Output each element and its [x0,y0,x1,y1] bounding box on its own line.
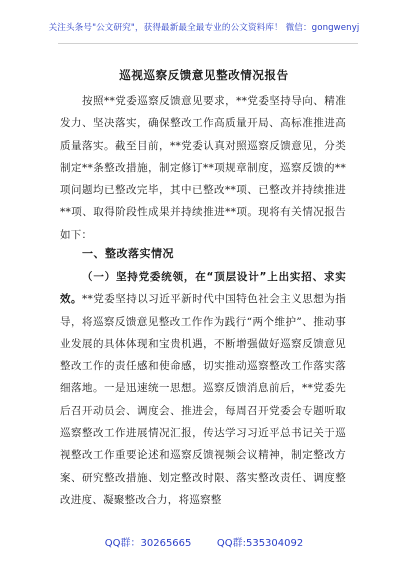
subsection-paragraph [60,266,346,511]
qq-group-number-2: 535304092 [245,538,304,549]
header-divider [58,43,358,44]
qq-group-label-1: QQ群： [104,538,141,549]
qq-group-label-2: QQ群: [216,538,246,549]
subsection-body: **党委坚持以习近平新时代中国特色社会主义思想为指导，将巡察反馈意见整改工作作为践行“两个维护”、推动事业发展的具体体现和宝贵机遇，不断增强做好巡察反馈意见整改工作的责任感和使命感，切实推动巡察整改工作落实落细落地。一是迅速统一思想。巡察反馈消息前后，**党委先后召开动员会、调度会、推进会，每周召开党委会专题听取巡察整改工作进展情况汇报，传达学习习近平总书记关于巡视整改工作重要论述和巡察反馈视频会议精神，制定整改方案、研究整改措施、划定整改时限、落实整改责任、调度整改进度、凝聚整改合力，将巡察整 [60,293,347,506]
document-title: 巡视巡察反馈意见整改情况报告 [119,68,289,82]
subsection-lead: （一）坚持党委统领，在“顶层设计”上出实招、求实效。 [60,271,346,306]
header-banner: 关注头条号"公文研究"，获得最新最全最专业的公文资料库！ 微信：gongwenyj [48,23,360,33]
footer-contact [0,537,408,551]
intro-paragraph: 按照**党委巡察反馈意见要求，**党委坚持导向、精准发力、坚决落实，确保整改工作高质量开局、高标准推进高质量落实。截至目前，**党委认真对照巡察反馈意见，分类制定**条整改措施，制定修订**项规章制度，巡察反馈的**项问题均已整改完毕，其中已整改**项、已整改并持续推进**项、取得阶段性成果并持续推进**项。现将有关情况报告如下： [60,95,346,241]
section-heading: 一、整改落实情况 [82,247,174,260]
qq-group-number-1: 30265665 [140,538,192,549]
